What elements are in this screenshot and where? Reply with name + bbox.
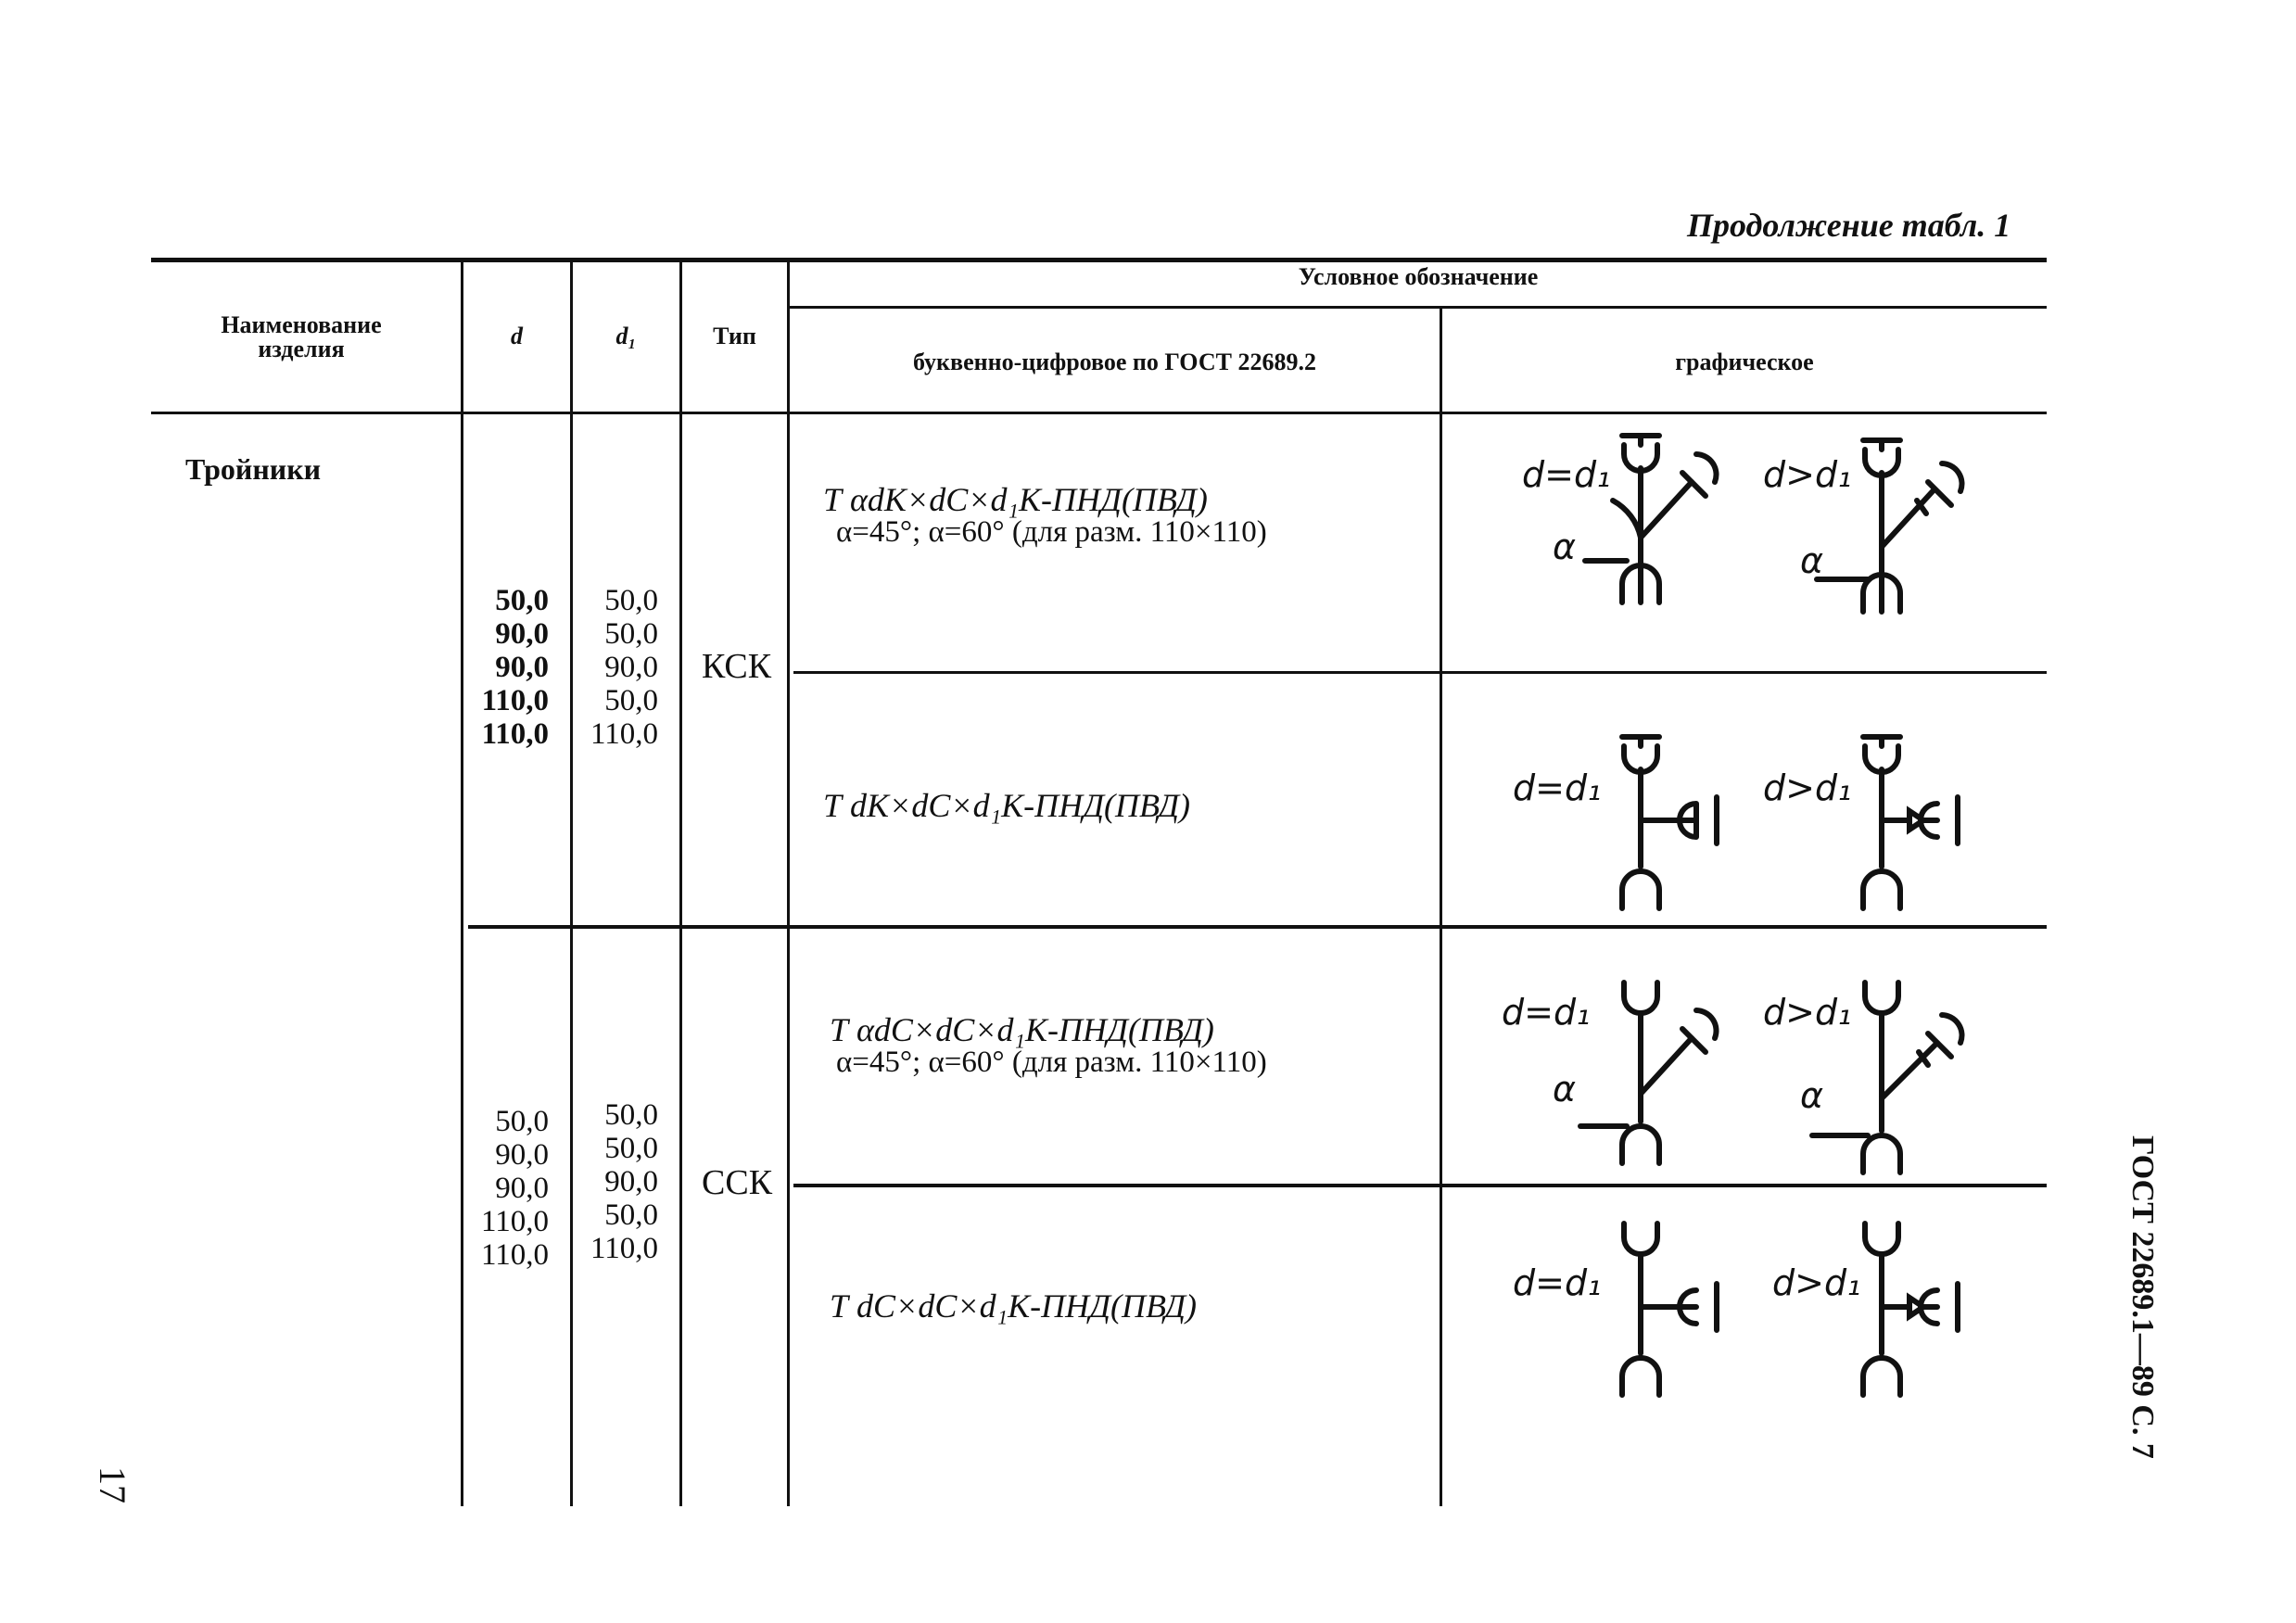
ksk-code-straight: Т dK×dC×d₁K-ПНД(ПВД) [823,787,1190,824]
row-rule-ssk-mid [793,1184,2047,1187]
col-rule-3 [679,262,682,1506]
label-eq-4: d=d₁ [1513,1262,1602,1303]
tee-angled-spigot-reducing-icon [1798,964,1965,1177]
tee-straight-spigot-reducing-icon [1798,1214,1984,1400]
tee-straight-socket-icon [1557,728,1743,913]
label-alpha-1: α [1553,526,1577,567]
col-rule-1 [461,262,463,1506]
label-alpha-3: α [1553,1069,1577,1109]
ksk-d1-values: 50,0 50,0 90,0 50,0 110,0 [590,584,658,751]
ksk-code-angled: Т αdK×dC×d₁K-ПНД(ПВД) [823,481,1208,518]
ssk-type: ССК [702,1163,773,1202]
group-rule [468,925,2047,929]
ssk-d1-values: 50,0 50,0 90,0 50,0 110,0 [590,1098,658,1265]
side-standard-label: ГОСТ 22689.1—89 С. 7 [2125,1135,2160,1459]
header-designation: Условное обозначение [1298,263,1539,290]
header-name: Наименование изделия [221,311,382,362]
table-top-rule [151,258,2047,262]
header-bottom-rule [151,412,2047,414]
ssk-angle-note: α=45°; α=60° (для разм. 110×110) [836,1046,1267,1079]
label-eq-1: d=d₁ [1522,454,1611,495]
header-d1: d₁ [615,323,637,349]
tee-angled-spigot-icon [1557,964,1724,1168]
header-d: d [511,323,523,349]
table-caption: Продолжение табл. 1 [1687,207,2011,244]
product-name: Тройники [185,452,322,486]
label-gt-1: d>d₁ [1763,454,1852,495]
label-gt-4: d>d₁ [1772,1262,1861,1303]
ksk-angle-note: α=45°; α=60° (для разм. 110×110) [836,515,1267,549]
label-alpha-2: α [1800,540,1824,581]
ssk-code-angled: Т αdC×dC×d₁K-ПНД(ПВД) [830,1011,1214,1048]
tee-straight-spigot-icon [1557,1214,1743,1400]
ssk-d-values: 50,0 90,0 90,0 110,0 110,0 [480,1105,549,1272]
col-rule-4 [787,262,790,1506]
col-rule-2 [570,262,573,1506]
label-gt-2: d>d₁ [1763,767,1852,808]
tee-angled-socket-icon [1557,426,1724,612]
label-alpha-4: α [1800,1075,1824,1116]
header-type: Тип [713,323,756,349]
tee-angled-socket-reducing-icon [1798,431,1965,616]
row-rule-ksk-mid [793,671,2047,674]
header-graphic: графическое [1675,349,1814,375]
page-number: 17 [92,1466,133,1503]
header-alnum: буквенно-цифровое по ГОСТ 22689.2 [913,349,1316,375]
header-sub-rule [788,306,2047,309]
ksk-type: КСК [702,647,772,686]
ssk-code-straight: Т dC×dC×d₁K-ПНД(ПВД) [830,1287,1197,1325]
ksk-d-values: 50,0 90,0 90,0 110,0 110,0 [481,584,549,751]
label-eq-2: d=d₁ [1513,767,1602,808]
label-eq-3: d=d₁ [1502,992,1591,1033]
col-rule-5 [1440,309,1442,1506]
tee-straight-socket-reducing-icon [1798,728,1984,913]
label-gt-3: d>d₁ [1763,992,1852,1033]
